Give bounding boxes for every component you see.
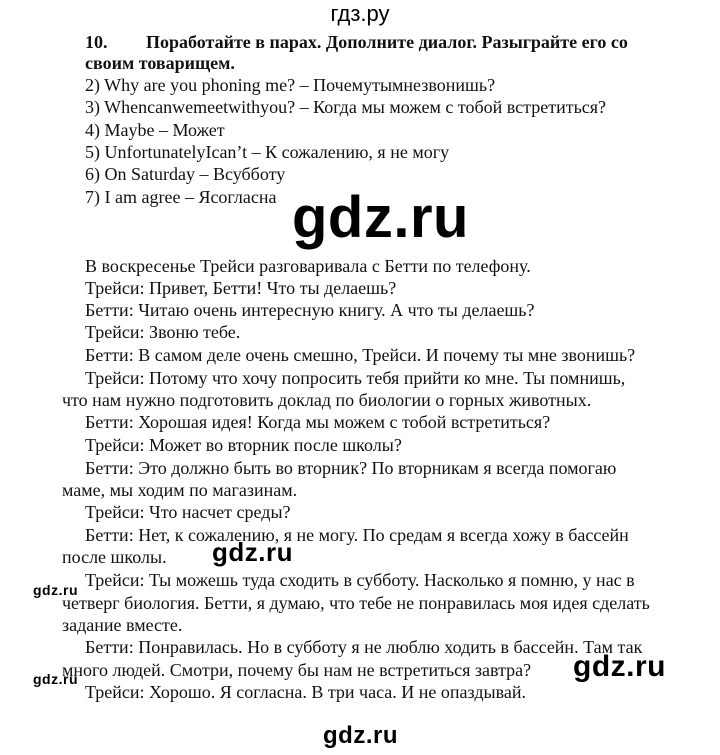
dialog-line: после школы. (62, 547, 167, 567)
watermark-small-2: gdz.ru (33, 671, 78, 687)
vocab-item: 2) Why are you phoning me? – Почемутымнезвонишь? (85, 75, 496, 95)
vocab-item: 4) Maybe – Может (85, 120, 225, 140)
task-text-line-1: Поработайте в парах. Дополните диалог. Разыграйте его со (146, 32, 628, 52)
watermark-bottom: gdz.ru (323, 722, 398, 749)
watermark-small-1: gdz.ru (33, 582, 78, 598)
site-header: гдз.ру (330, 1, 390, 26)
dialog-line: много людей. Смотри, почему бы нам не встретиться завтра? (62, 660, 532, 680)
watermark-mid-1: gdz.ru (212, 537, 293, 567)
vocab-item: 5) UnfortunatelyIcan’t – К сожалению, я не могу (85, 142, 450, 162)
dialog-line: Трейси: Привет, Бетти! Что ты делаешь? (85, 278, 397, 298)
watermark-large: gdz.ru (292, 185, 469, 250)
vocab-item: 7) I am agree – Ясогласна (85, 187, 277, 207)
dialog-line: четверг биология. Бетти, я думаю, что тебе не понравилась моя идея сделать (62, 593, 650, 613)
dialog-line: Бетти: Хорошая идея! Когда мы можем с тобой встретиться? (85, 412, 551, 432)
dialog-line: Трейси: Может во вторник после школы? (85, 435, 402, 455)
dialog-line: Бетти: Это должно быть во вторник? По вторникам я всегда помогаю (85, 458, 617, 478)
dialog-line: Трейси: Звоню тебе. (85, 322, 241, 342)
dialog-line: В воскресенье Трейси разговаривала с Бетти по телефону. (85, 256, 531, 276)
dialog-line: что нам нужно подготовить доклад по биологии о горных животных. (62, 390, 592, 410)
task-number: 10. (85, 32, 108, 52)
vocab-item: 6) On Saturday – Всубботу (85, 164, 286, 184)
dialog-line: Трейси: Потому что хочу попросить тебя прийти ко мне. Ты помнишь, (85, 368, 626, 388)
vocab-item: 3) Whencanwemeetwithyou? – Когда мы можем с тобой встретиться? (85, 97, 607, 117)
dialog-line: Бетти: Читаю очень интересную книгу. А что ты делаешь? (85, 300, 535, 320)
dialog-line: Трейси: Что насчет среды? (85, 502, 291, 522)
dialog-line: маме, мы ходим по магазинам. (62, 480, 298, 500)
watermark-mid-2: gdz.ru (573, 650, 666, 683)
dialog-line: Бетти: Понравилась. Но в субботу я не люблю ходить в бассейн. Там так (85, 637, 643, 657)
dialog-line: Бетти: В самом деле очень смешно, Трейси. И почему ты мне звонишь? (85, 345, 636, 365)
dialog-line: задание вместе. (62, 615, 183, 635)
task-text-line-2: своим товарищем. (85, 53, 235, 73)
dialog-line: Трейси: Ты можешь туда сходить в субботу. Насколько я помню, у нас в (85, 570, 635, 590)
dialog-line: Трейси: Хорошо. Я согласна. В три часа. И не опаздывай. (85, 682, 526, 702)
dialog-line: Бетти: Нет, к сожалению, я не могу. По средам я всегда хожу в бассейн (85, 525, 629, 545)
